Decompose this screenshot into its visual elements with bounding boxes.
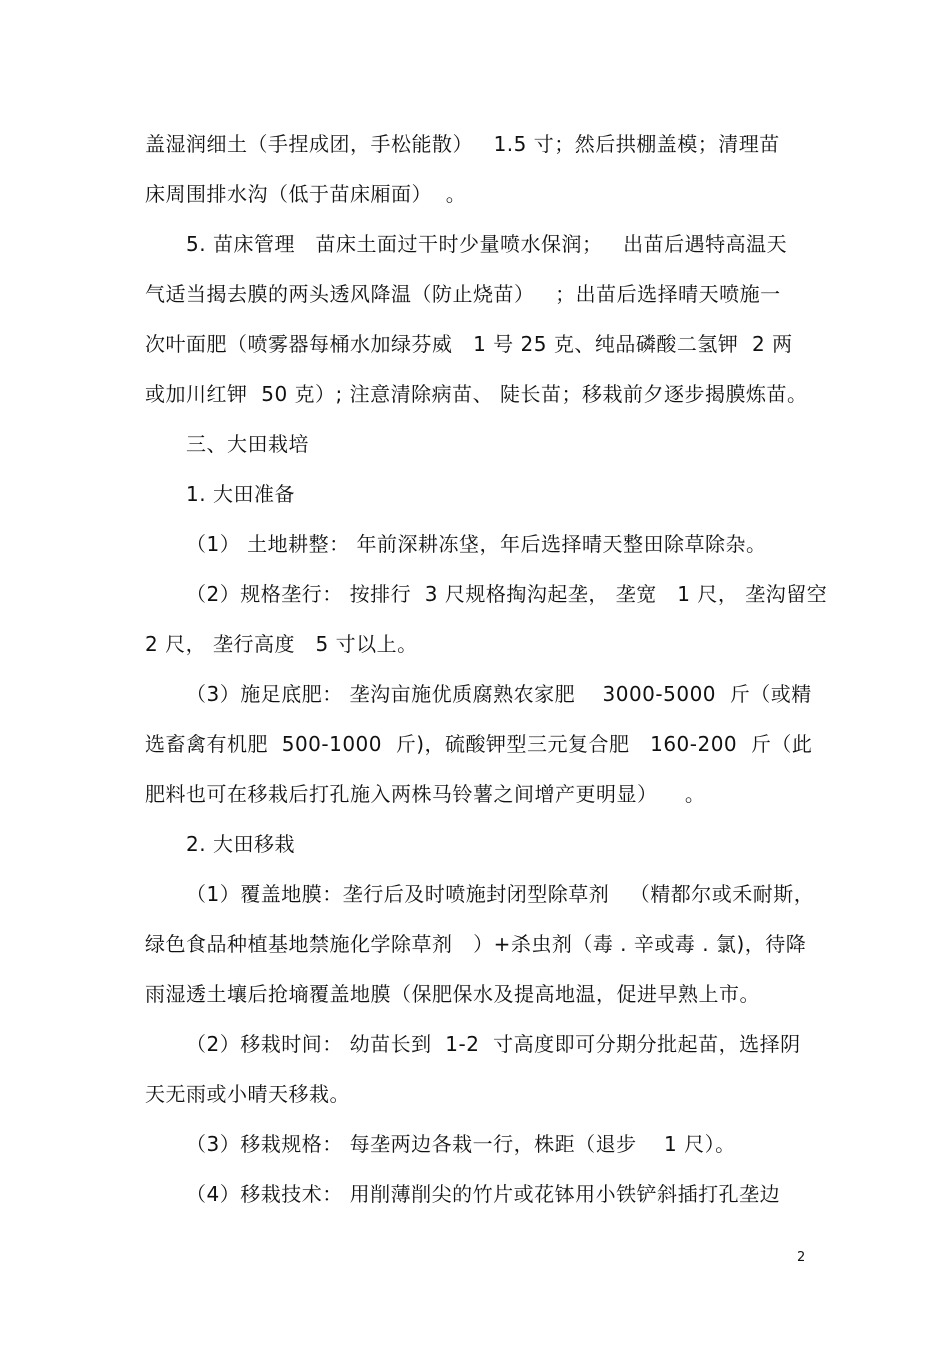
- text-line-3: 5. 苗床管理 苗床土面过干时少量喷水保润； 出苗后遇特高温天: [186, 232, 788, 256]
- text-line-21: （3）移栽规格： 每垄两边各栽一行，株距（退步 1 尺）。: [186, 1132, 736, 1156]
- text-line-13: 选畜禽有机肥 500-1000 斤)，硫酸钾型三元复合肥 160-200 斤（此: [145, 732, 813, 756]
- text-line-4: 气适当揭去膜的两头透风降温（防止烧苗） ；出苗后选择晴天喷施一: [145, 282, 781, 306]
- text-line-5: 次叶面肥（喷雾器每桶水加绿芬威 1 号 25 克、纯品磷酸二氢钾 2 两: [145, 332, 793, 356]
- text-line-2: 床周围排水沟（低于苗床厢面） 。: [145, 182, 467, 206]
- text-line-11: 2 尺， 垄行高度 5 寸以上。: [145, 632, 418, 656]
- text-line-6: 或加川红钾 50 克）; 注意清除病苗、 陡长苗；移栽前夕逐步揭膜炼苗。: [145, 382, 808, 406]
- text-line-16: （1）覆盖地膜：垄行后及时喷施封闭型除草剂 （精都尔或禾耐斯，: [186, 882, 815, 906]
- text-line-20: 天无雨或小晴天移栽。: [145, 1082, 350, 1106]
- text-line-12: （3）施足底肥： 垄沟亩施优质腐熟农家肥 3000-5000 斤（或精: [186, 682, 812, 706]
- subsection-heading-2: 2. 大田移栽: [186, 832, 295, 856]
- text-line-10: （2）规格垄行： 按排行 3 尺规格掏沟起垄， 垄宽 1 尺， 垄沟留空: [186, 582, 828, 606]
- text-line-14: 肥料也可在移栽后打孔施入两株马铃薯之间增产更明显） 。: [145, 782, 706, 806]
- subsection-heading-1: 1. 大田准备: [186, 482, 295, 506]
- text-line-1: 盖湿润细土（手捏成团，手松能散） 1.5 寸；然后拱棚盖模；清理苗: [145, 132, 780, 156]
- text-line-18: 雨湿透土壤后抢墒覆盖地膜（保肥保水及提高地温，促进早熟上市。: [145, 982, 760, 1006]
- text-line-19: （2）移栽时间： 幼苗长到 1-2 寸高度即可分期分批起苗，选择阴: [186, 1032, 801, 1056]
- section-heading: 三、大田栽培: [186, 432, 309, 456]
- text-line-9: （1） 土地耕整： 年前深耕冻垡，年后选择晴天整田除草除杂。: [186, 532, 767, 556]
- page-number: 2: [797, 1250, 806, 1265]
- text-line-22: （4）移栽技术： 用削薄削尖的竹片或花钵用小铁铲斜插打孔垄边: [186, 1182, 781, 1206]
- text-line-17: 绿色食品种植基地禁施化学除草剂 ）+杀虫剂（毒 . 辛或毒 . 氯)，待降: [145, 932, 807, 956]
